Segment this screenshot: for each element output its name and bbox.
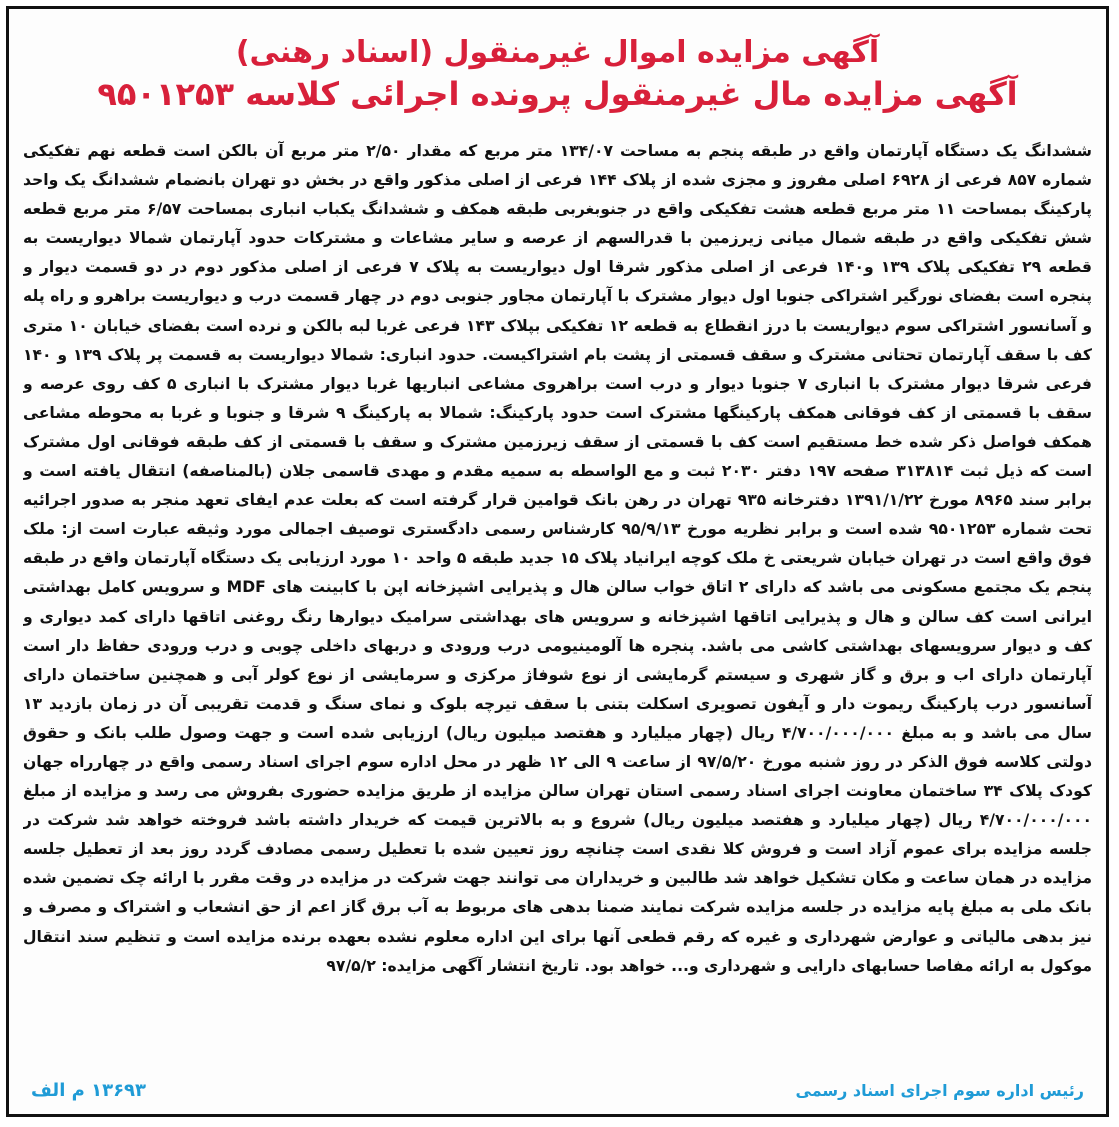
case-title: آگهی مزایده مال غیرمنقول پرونده اجرائی کلاسه ۹۵۰۱۲۵۳ <box>97 75 1018 113</box>
notice-body: ششدانگ یک دستگاه آپارتمان واقع در طبقه پنجم به مساحت ۱۳۴/۰۷ متر مربع که مقدار ۲/۵۰ متر مربع آن بالکن است قطعه نهم تفکیکی شماره ۸۵۷ فرعی از ۶۹۲۸ اصلی مفروز و مجزی شده از پلاک ۱۴۴ فرعی از اصلی مذکور واقع در بخش دو تهران بانضمام ششدانگ یک واحد پارکینگ بمساحت ۱۱ متر مربع قطعه هشت تفکیکی واقع در جنوبغربی طبقه همکف و ششدانگ یکباب انباری بمساحت ۶/۵۷ متر مربع قطعه شش تفکیکی واقع در طبقه شمال میانی زیرزمین با قدرالسهم از عرصه و سایر مشاعات و مشترکات حدود آپارتمان شمالا دیواریست به قطعه ۲۹ تفکیکی پلاک ۱۳۹ و۱۴۰ فرعی از اصلی مذکور شرقا اول دیواریست به پلاک ۷ فرعی از اصلی مذکور دوم در دو قسمت دیوار و پنجره است بفضای نورگیر اشتراکی جنوبا اول دیوار مشترک با آپارتمان مجاور جنوبی دوم در چهار قسمت درب و دیواریست براهرو و راه پله و آسانسور اشتراکی سوم دیواریست با درز انقطاع به قطعه ۱۲ تفکیکی بپلاک ۱۴۳ فرعی غربا لبه بالکن و نرده است بفضای خیابان ۱۰ متری کف با سقف آپارتمان تحتانی مشترک و سقف قسمتی از پشت بام اشتراکیست. حدود انباری: شمالا دیواریست به قسمت پر پلاک ۱۳۹ و ۱۴۰ فرعی شرقا دیوار مشترک با انباری ۷ جنوبا دیوار و درب است براهروی مشاعی انباریها غربا دیوار مشترک با انباری ۵ کف روی عرصه و سقف با قسمتی از کف فوقانی همکف پارکینگها مشترک است حدود پارکینگ: شمالا به پارکینگ ۹ شرقا و جنوبا و غربا به محوطه مشاعی همکف فواصل ذکر شده خط مستقیم است کف با قسمتی از سقف زیرزمین مشترک و سقف با قسمتی از کف طبقه فوقانی اول مشترک است که ذیل ثبت ۳۱۳۸۱۴ صفحه ۱۹۷ دفتر ۲۰۳۰ ثبت و مع الواسطه به سمیه مقدم و مهدی قاسمی جلان (بالمناصفه) انتقال یافته است و برابر سند ۸۹۶۵ مورخ ۱۳۹۱/۱/۲۲ دفترخانه ۹۳۵ تهران در رهن بانک قوامین قرار گرفته است که بعلت عدم ایفای تعهد منجر به صدور اجرائیه تحت شماره ۹۵۰۱۲۵۳ شده است و برابر نظریه مورخ ۹۵/۹/۱۳ کارشناس رسمی دادگستری توصیف اجمالی مورد وثیقه عبارت است از: ملک فوق واقع است در تهران خیابان شریعتی خ ملک کوچه ایرانیاد پلاک ۱۵ جدید طبقه ۵ واحد ۱۰ مورد ارزیابی یک دستگاه آپارتمان واقع در طبقه پنجم یک مجتمع مسکونی می باشد که دارای ۲ اتاق خواب سالن هال و پذیرایی اشپزخانه اپن با کابینت های MDF و سرویس کامل بهداشتی ایرانی است کف سالن و هال و پذیرایی اتاقها اشپزخانه و سرویس های بهداشتی سرامیک دیوارها رنگ روغنی اتاقها دارای کمد دیواری و کف و دیوار سرویسهای بهداشتی کاشی می باشد. پنجره ها آلومینیومی درب ورودی و دربهای داخلی چوبی و درب ورودی حفاظ دار است آپارتمان دارای اب و برق و گاز شهری و سیستم گرمایشی از نوع شوفاژ مرکزی و سرمایشی از نوع کولر آبی و همچنین ساختمان دارای آسانسور درب پارکینگ ریموت دار و آیفون تصویری اسکلت بتنی با سقف تیرچه بلوک و نمای سنگ و قدمت تقریبی آن در زمان بازدید ۱۳ سال می باشد و به مبلغ ۴/۷۰۰/۰۰۰/۰۰۰ ریال (چهار میلیارد و هفتصد میلیون ریال) ارزیابی شده است و جهت وصول طلب بانک و حقوق دولتی کلاسه فوق الذکر در روز شنبه مورخ ۹۷/۵/۲۰ از ساعت ۹ الی ۱۲ ظهر در محل اداره سوم اجرای اسناد رسمی واقع در چهارراه جهان کودک پلاک ۳۴ ساختمان معاونت اجرای اسناد رسمی استان تهران سالن مزایده از طریق مزایده حضوری بفروش می رسد و مزایده از مبلغ ۴/۷۰۰/۰۰۰/۰۰۰ ریال (چهار میلیارد و هفتصد میلیون ریال) شروع و به بالاترین قیمت که خریدار داشته باشد فروخته خواهد شد شرکت در جلسه مزایده برای عموم آزاد است و فروش کلا نقدی است چنانچه روز تعیین شده با تعطیل رسمی مصادف گردد روز بعد از تعطیل جلسه مزایده در همان ساعت و مکان تشکیل خواهد شد طالبین و خریداران می توانند جهت شرکت در مزایده در وقت مقرر با ارائه چک تضمین شده بانک ملی به مبلغ پایه مزایده در جلسه مزایده شرکت نمایند ضمنا بدهی های مربوط به آب برق گاز اعم از حق انشعاب و اشتراک و مصرف و نیز بدهی مالیاتی و عوارض شهرداری و غیره که رقم قطعی آنها برای این اداره معلوم نشده بعهده برنده مزایده است و تنظیم سند انتقال موکول به ارائه مفاصا حسابهای دارایی و شهرداری و... خواهد بود. تاریخ انتشار آگهی مزایده: ۹۷/۵/۲ <box>23 142 1092 975</box>
notice-header <box>9 33 1106 115</box>
signature: رئیس اداره سوم اجرای اسناد رسمی <box>795 1081 1084 1100</box>
notice-frame <box>6 6 1109 1117</box>
notice-footer <box>23 1076 1092 1108</box>
reference-code: ۱۳۶۹۳ م الف <box>31 1080 147 1101</box>
notice-title: آگهی مزایده اموال غیرمنقول (اسناد رهنی) <box>235 35 880 70</box>
